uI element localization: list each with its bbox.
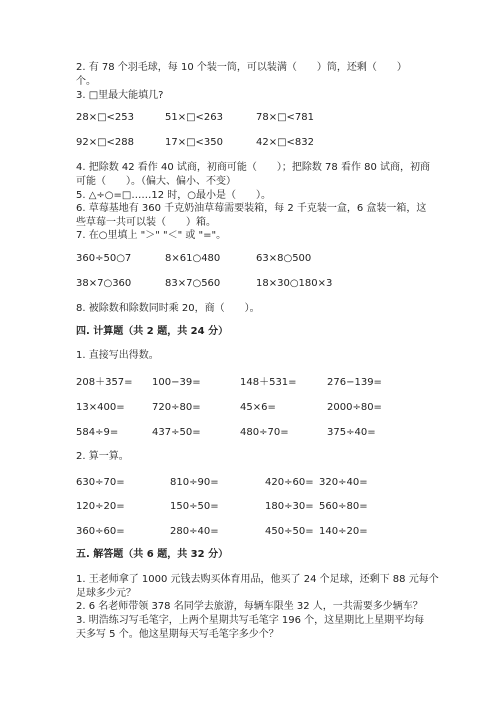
calc-item: 180÷30= bbox=[265, 501, 314, 512]
question-5: 5. △÷○=□……12 时，○最小是（ ）。 bbox=[76, 190, 271, 201]
calc-item: 148＋531= bbox=[240, 377, 297, 388]
question-7-item: 18×30○180×3 bbox=[256, 278, 333, 289]
question-2-line-1: 2. 有 78 个羽毛球，每 10 个装一筒，可以装满（ ）筒，还剩（ ） bbox=[76, 62, 407, 73]
question-3-item: 28×□<253 bbox=[76, 112, 135, 123]
question-7-item: 360÷50○7 bbox=[76, 253, 132, 264]
question-3-item: 42×□<832 bbox=[256, 137, 315, 148]
calc-item: 560÷80= bbox=[319, 501, 368, 512]
calc-item: 276−139= bbox=[327, 377, 382, 388]
calc-item: 480÷70= bbox=[240, 427, 289, 438]
section-4-part-2-title: 2. 算一算。 bbox=[76, 451, 129, 462]
question-3-title: 3. □里最大能填几? bbox=[76, 90, 164, 101]
question-8: 8. 被除数和除数同时乘 20，商（ ）。 bbox=[76, 303, 260, 314]
question-3-item: 17×□<350 bbox=[165, 137, 224, 148]
question-4-line-2: 可能（ ）。（偏大、偏小、不变） bbox=[76, 176, 236, 187]
calc-item: 140÷20= bbox=[319, 526, 368, 537]
calc-item: 360÷60= bbox=[76, 526, 125, 537]
calc-item: 420÷60= bbox=[265, 477, 314, 488]
calc-item: 630÷70= bbox=[76, 477, 125, 488]
calc-item: 45×6= bbox=[240, 402, 276, 413]
question-3-item: 78×□<781 bbox=[256, 112, 315, 123]
question-2-line-2: 个。 bbox=[76, 76, 96, 87]
question-6-line-2: 些草莓一共可以装（ ）箱。 bbox=[76, 217, 216, 228]
question-6-line-1: 6. 草莓基地有 360 千克奶油草莓需要装箱，每 2 千克装一盒，6 盒装一箱，这 bbox=[76, 203, 427, 214]
calc-item: 584÷9= bbox=[76, 427, 119, 438]
section-5-question-2: 2. 6 名老师带领 378 名同学去旅游，每辆车限坐 32 人，一共需要多少辆车？ bbox=[76, 601, 423, 612]
calc-item: 720÷80= bbox=[152, 402, 201, 413]
calc-item: 13×400= bbox=[76, 402, 125, 413]
section-4-heading: 四. 计算题（共 2 题，共 24 分） bbox=[76, 326, 229, 337]
section-4-part-1-title: 1. 直接写出得数。 bbox=[76, 350, 159, 361]
calc-item: 375÷40= bbox=[327, 427, 376, 438]
section-5-question-1-line-1: 1. 王老师拿了 1000 元钱去购买体育用品，他买了 24 个足球，还剩下 88 元每个 bbox=[76, 574, 439, 585]
calc-item: 437÷50= bbox=[152, 427, 201, 438]
calc-item: 100−39= bbox=[152, 377, 201, 388]
section-5-question-1-line-2: 足球多少元？ bbox=[76, 588, 136, 599]
question-7-item: 8×61○480 bbox=[165, 253, 221, 264]
question-3-item: 92×□<288 bbox=[76, 137, 135, 148]
question-7-title: 7. 在○里填上 "＞" "＜" 或 "="。 bbox=[76, 230, 227, 241]
calc-item: 150÷50= bbox=[170, 501, 219, 512]
calc-item: 320÷40= bbox=[319, 477, 368, 488]
section-5-question-3-line-1: 3. 明浩练习写毛笔字，上两个星期共写毛笔字 196 个，这星期比上星期平均每 bbox=[76, 615, 425, 626]
question-7-item: 38×7○360 bbox=[76, 278, 132, 289]
question-3-item: 51×□<263 bbox=[165, 112, 224, 123]
section-5-question-3-line-2: 天多写 5 个。他这星期每天写毛笔字多少个？ bbox=[76, 629, 279, 640]
calc-item: 208＋357= bbox=[76, 377, 133, 388]
section-5-heading: 五. 解答题（共 6 题，共 32 分） bbox=[76, 549, 229, 560]
question-7-item: 83×7○560 bbox=[165, 278, 221, 289]
question-4-line-1: 4. 把除数 42 看作 40 试商，初商可能（ ）；把除数 78 看作 80 试商，初商 bbox=[76, 162, 431, 173]
calc-item: 280÷40= bbox=[170, 526, 219, 537]
calc-item: 120÷20= bbox=[76, 501, 125, 512]
calc-item: 450÷50= bbox=[265, 526, 314, 537]
calc-item: 2000÷80= bbox=[327, 402, 382, 413]
question-7-item: 63×8○500 bbox=[256, 253, 312, 264]
calc-item: 810÷90= bbox=[170, 477, 219, 488]
